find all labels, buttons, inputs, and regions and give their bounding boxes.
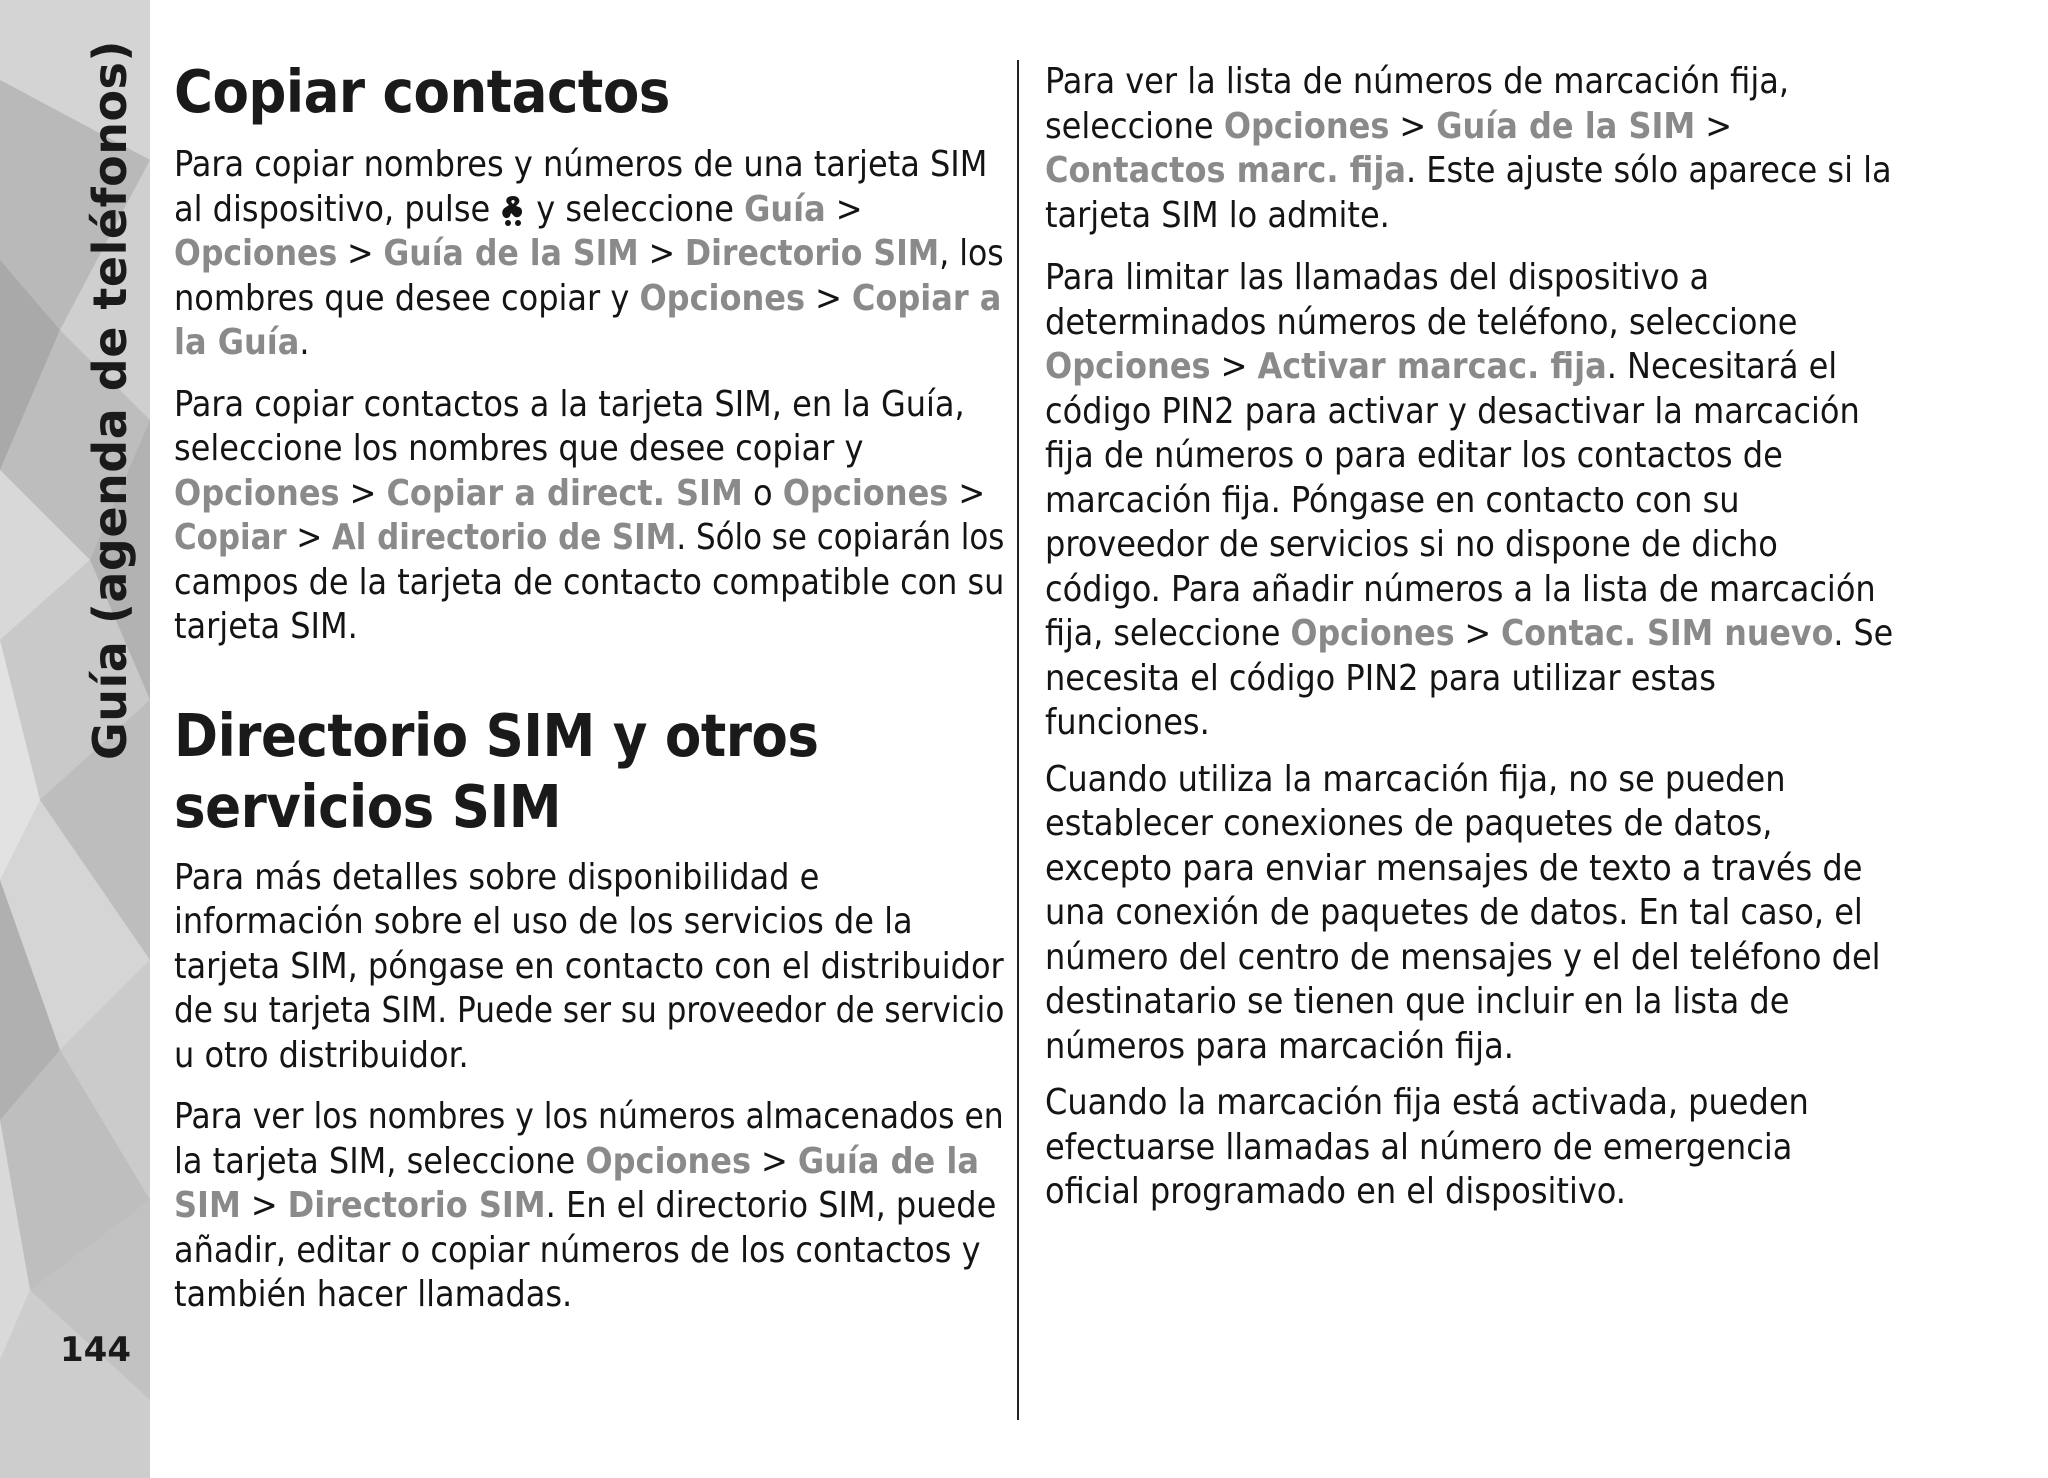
text-line [174,277,1004,322]
menu-path-opciones[interactable]: Opciones [639,277,806,319]
text-line [1045,612,1894,657]
text-line: una conexión de paquetes de datos. En tal caso, el [1045,892,1863,933]
text-segment: , los [939,233,1004,274]
text-line: Para limitar las llamadas del dispositivo a [1045,257,1710,298]
menu-path-guia[interactable]: Guía [744,188,826,230]
text-line: código PIN2 para activar y desactivar la marcación [1045,390,1860,432]
heading-sim-directory-line2: servicios SIM [174,771,562,841]
text-line: código. Para añadir números a la lista de marcación [1045,568,1876,610]
paragraph-emergency-calls [1045,1081,1893,1215]
text-line: de su tarjeta SIM. Puede ser su proveedor de servicio [174,990,1005,1031]
text-line: Para copiar contactos a la tarjeta SIM, en la Guía, [174,383,965,425]
paragraph-fixed-dialing-packet-data [1045,758,1893,1070]
text-line: determinados números de teléfono, seleccione [1045,301,1798,343]
menu-path-opciones[interactable]: Opciones [1223,105,1390,147]
text-line: también hacer llamadas. [174,1274,573,1315]
menu-path-directorio-sim[interactable]: Directorio SIM [684,233,940,274]
separator: > [250,1185,278,1226]
menu-path-opciones[interactable]: Opciones [1290,613,1455,654]
text-line: tarjeta SIM, póngase en contacto con el distribuidor [174,945,1004,987]
text-segment: o [752,472,773,514]
text-segment: . Este ajuste sólo aparece si la [1405,150,1892,191]
text-segment: y seleccione [536,188,734,230]
text-line: seleccione los nombres que desee copiar y [174,428,864,469]
heading-sim-directory [174,700,1004,842]
left-column [174,0,1004,1318]
text-line [174,1140,1004,1185]
page-number: 144 [60,1330,131,1370]
text-segment: al dispositivo, pulse [174,188,491,230]
menu-path-guia-sim[interactable]: Guía de la SIM [383,233,639,274]
text-segment: . Sólo se copiarán los [676,517,1005,558]
text-line: tarjeta SIM. [174,606,358,647]
separator: > [648,233,676,274]
text-segment: seleccione [1045,105,1214,147]
text-line: efectuarse llamadas al número de emergencia [1045,1126,1793,1168]
text-segment: nombres que desee copiar y [174,277,630,319]
separator: > [296,517,323,558]
menu-path-opciones[interactable]: Opciones [1045,346,1211,387]
menu-path-guia-de-la-sim[interactable]: Guía de la [797,1140,979,1182]
text-line [1045,105,1893,150]
text-line: u otro distribuidor. [174,1034,469,1076]
text-line: oficial programado en el dispositivo. [1045,1171,1626,1212]
text-line: proveedor de servicios si no dispone de dicho [1045,524,1778,565]
text-line: Para más detalles sobre disponibilidad e [174,856,820,898]
menu-path-activar-marcac-fija[interactable]: Activar marcac. fija [1257,346,1607,387]
menu-path-opciones[interactable]: Opciones [174,233,338,274]
menu-path-copiar-a-la-guia-cont[interactable]: la Guía [174,322,300,363]
separator: > [1464,613,1492,654]
text-line: destinatario se tienen que incluir en la lista de [1045,981,1790,1022]
text-segment: . Necesitará el [1606,346,1838,387]
paragraph-fixed-dialing-list [1045,60,1893,238]
text-line: fija de números o para editar los contactos de [1045,435,1783,476]
separator: > [1220,346,1248,387]
text-line: campos de la tarjeta de contacto compatible con su [174,561,1005,603]
text-line [174,516,1005,561]
heading-copy-contacts [174,56,1004,127]
separator: > [1399,105,1427,147]
menu-path-opciones[interactable]: Opciones [174,472,340,514]
text-line [1045,149,1893,194]
text-line [174,188,1004,233]
sidebar [0,0,150,1478]
menu-path-guia-de-la-sim[interactable]: Guía de la SIM [1436,105,1696,147]
text-line: Cuando utiliza la marcación fija, no se pueden [1045,758,1786,800]
menu-path-al-directorio-de-sim[interactable]: Al directorio de SIM [331,517,677,558]
text-line [174,232,1004,277]
text-line: Para ver la lista de números de marcación fija, [1045,61,1790,102]
paragraph-view-sim-numbers [174,1095,1004,1318]
text-line [174,1184,1004,1229]
text-line: tarjeta SIM lo admite. [1045,194,1390,236]
text-line: números para marcación fija. [1045,1025,1514,1067]
menu-path-copiar[interactable]: Copiar [174,517,287,558]
text-line: establecer conexiones de paquetes de datos, [1045,803,1773,844]
separator: > [815,277,842,319]
paragraph-limit-calls [1045,256,1893,746]
text-line [174,321,1004,366]
separator: > [347,233,374,274]
heading-sim-directory-line1: Directorio SIM y otros [174,700,819,770]
column-divider [1017,60,1019,1420]
text-line: marcación fija. Póngase en contacto con su [1045,479,1740,521]
paragraph-copy-to-sim [174,383,1004,650]
text-line: funciones. [1045,702,1210,743]
sidebar-chapter-title: Guía (agenda de teléfonos) [83,40,137,760]
menu-path-copiar-a-la-guia[interactable]: Copiar a [851,277,1002,319]
text-line: Para ver los nombres y los números almacenados en [174,1096,1004,1137]
text-line: excepto para enviar mensajes de texto a través de [1045,847,1863,889]
menu-path-opciones[interactable]: Opciones [782,472,949,514]
text-line: número del centro de mensajes y el del teléfono del [1045,936,1881,978]
text-segment: . Se [1833,613,1894,654]
text-line: información sobre el uso de los servicios de la [174,901,913,942]
separator: > [1705,105,1733,147]
text-line: añadir, editar o copiar números de los contactos y [174,1229,981,1271]
text-line: Cuando la marcación fija está activada, pueden [1045,1082,1809,1123]
right-column [1045,0,1893,1215]
menu-path-contactos-marc-fija[interactable]: Contactos marc. fija [1045,150,1406,191]
separator: > [349,472,377,514]
text-segment: la tarjeta SIM, seleccione [174,1140,576,1182]
menu-path-copiar-a-direct-sim[interactable]: Copiar a direct. SIM [386,472,743,514]
separator: > [761,1140,788,1182]
menu-path-opciones[interactable]: Opciones [585,1140,752,1182]
menu-path-guia-de-la-sim-cont[interactable]: SIM [174,1185,241,1226]
text-line: Para copiar nombres y números de una tarjeta SIM [174,144,988,185]
text-segment: . En el directorio SIM, puede [545,1185,997,1226]
text-line [174,472,1004,517]
paragraph-sim-services-info [174,856,1004,1079]
separator: > [835,188,863,230]
menu-path-contac-sim-nuevo[interactable]: Contac. SIM nuevo [1500,613,1834,654]
menu-path-directorio-sim[interactable]: Directorio SIM [287,1185,546,1226]
heading-copy-contacts-text: Copiar contactos [174,57,670,126]
menu-key-icon [498,193,528,227]
text-segment: . [299,322,310,363]
text-segment: fija, seleccione [1045,613,1281,654]
paragraph-copy-from-sim [174,143,1004,366]
separator: > [958,472,986,514]
text-line: necesita el código PIN2 para utilizar estas [1045,657,1716,699]
text-line [1045,345,1893,390]
